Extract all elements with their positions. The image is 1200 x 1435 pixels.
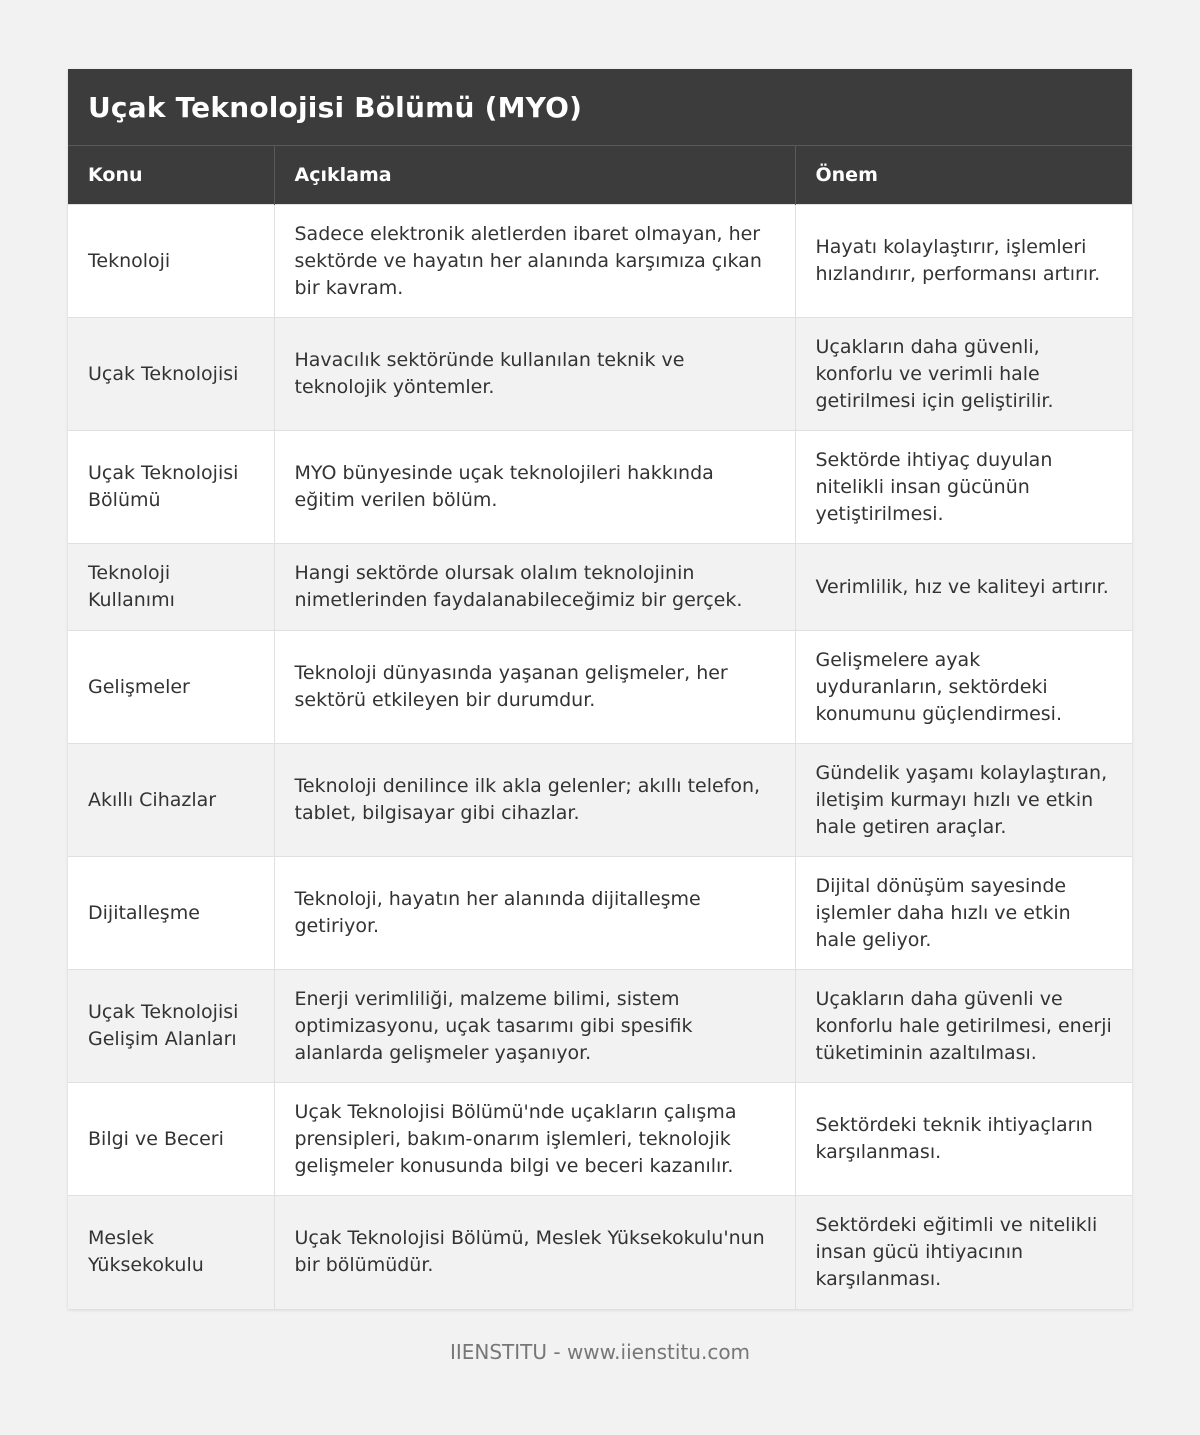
- cell-onem: Hayatı kolaylaştırır, işlemleri hızlandırır, performansı artırır.: [795, 205, 1132, 318]
- cell-konu: Gelişmeler: [68, 631, 274, 744]
- cell-onem: Sektörde ihtiyaç duyulan nitelikli insan gücünün yetiştirilmesi.: [795, 431, 1132, 544]
- header-row: [68, 146, 1132, 205]
- cell-konu: Meslek Yüksekokulu: [68, 1196, 274, 1309]
- page-title: Uçak Teknolojisi Bölümü (MYO): [88, 90, 583, 124]
- cell-konu: Uçak Teknolojisi: [68, 318, 274, 431]
- cell-konu: Teknoloji Kullanımı: [68, 544, 274, 631]
- cell-onem: Uçakların daha güvenli, konforlu ve verimli hale getirilmesi için geliştirilir.: [795, 318, 1132, 431]
- column-header-konu: Konu: [68, 146, 274, 205]
- cell-onem: Gelişmelere ayak uyduranların, sektördeki konumunu güçlendirmesi.: [795, 631, 1132, 744]
- cell-aciklama: Teknoloji dünyasında yaşanan gelişmeler, her sektörü etkileyen bir durumdur.: [274, 631, 795, 744]
- table-row: [68, 631, 1132, 744]
- cell-aciklama: Uçak Teknolojisi Bölümü'nde uçakların çalışma prensipleri, bakım-onarım işlemleri, teknolojik gelişmeler konusunda bilgi ve beceri kazanılır.: [274, 1083, 795, 1196]
- cell-aciklama: Teknoloji denilince ilk akla gelenler; akıllı telefon, tablet, bilgisayar gibi cihazlar.: [274, 744, 795, 857]
- table-row: [68, 431, 1132, 544]
- cell-konu: Uçak Teknolojisi Bölümü: [68, 431, 274, 544]
- cell-aciklama: Sadece elektronik aletlerden ibaret olmayan, her sektörde ve hayatın her alanında karşımıza çıkan bir kavram.: [274, 205, 795, 318]
- table-row: [68, 1083, 1132, 1196]
- cell-onem: Sektördeki eğitimli ve nitelikli insan gücü ihtiyacının karşılanması.: [795, 1196, 1132, 1309]
- column-header-aciklama: Açıklama: [274, 146, 795, 205]
- table-card: [68, 69, 1132, 1309]
- table-row: [68, 544, 1132, 631]
- cell-aciklama: Teknoloji, hayatın her alanında dijitalleşme getiriyor.: [274, 857, 795, 970]
- table-row: [68, 1196, 1132, 1309]
- column-header-onem: Önem: [795, 146, 1132, 205]
- cell-onem: Verimlilik, hız ve kaliteyi artırır.: [795, 544, 1132, 631]
- table-header: [68, 146, 1132, 205]
- cell-konu: Uçak Teknolojisi Gelişim Alanları: [68, 970, 274, 1083]
- cell-konu: Bilgi ve Beceri: [68, 1083, 274, 1196]
- cell-konu: Dijitalleşme: [68, 857, 274, 970]
- cell-konu: Teknoloji: [68, 205, 274, 318]
- cell-aciklama: Havacılık sektöründe kullanılan teknik ve teknolojik yöntemler.: [274, 318, 795, 431]
- table-body: [68, 205, 1132, 1309]
- cell-aciklama: Uçak Teknolojisi Bölümü, Meslek Yüksekokulu'nun bir bölümüdür.: [274, 1196, 795, 1309]
- table-row: [68, 857, 1132, 970]
- data-table: [68, 145, 1132, 1309]
- cell-konu: Akıllı Cihazlar: [68, 744, 274, 857]
- cell-onem: Uçakların daha güvenli ve konforlu hale getirilmesi, enerji tüketiminin azaltılması.: [795, 970, 1132, 1083]
- cell-onem: Gündelik yaşamı kolaylaştıran, iletişim kurmayı hızlı ve etkin hale getiren araçlar.: [795, 744, 1132, 857]
- table-row: [68, 970, 1132, 1083]
- cell-aciklama: MYO bünyesinde uçak teknolojileri hakkında eğitim verilen bölüm.: [274, 431, 795, 544]
- cell-onem: Sektördeki teknik ihtiyaçların karşılanması.: [795, 1083, 1132, 1196]
- cell-aciklama: Hangi sektörde olursak olalım teknolojinin nimetlerinden faydalanabileceğimiz bir gerçek.: [274, 544, 795, 631]
- table-row: [68, 205, 1132, 318]
- table-row: [68, 318, 1132, 431]
- title-bar: [68, 69, 1132, 145]
- cell-aciklama: Enerji verimliliği, malzeme bilimi, sistem optimizasyonu, uçak tasarımı gibi spesifik alanlarda gelişmeler yaşanıyor.: [274, 970, 795, 1083]
- table-row: [68, 744, 1132, 857]
- cell-onem: Dijital dönüşüm sayesinde işlemler daha hızlı ve etkin hale geliyor.: [795, 857, 1132, 970]
- footer-credit: IIENSTITU - www.iienstitu.com: [449, 1340, 751, 1364]
